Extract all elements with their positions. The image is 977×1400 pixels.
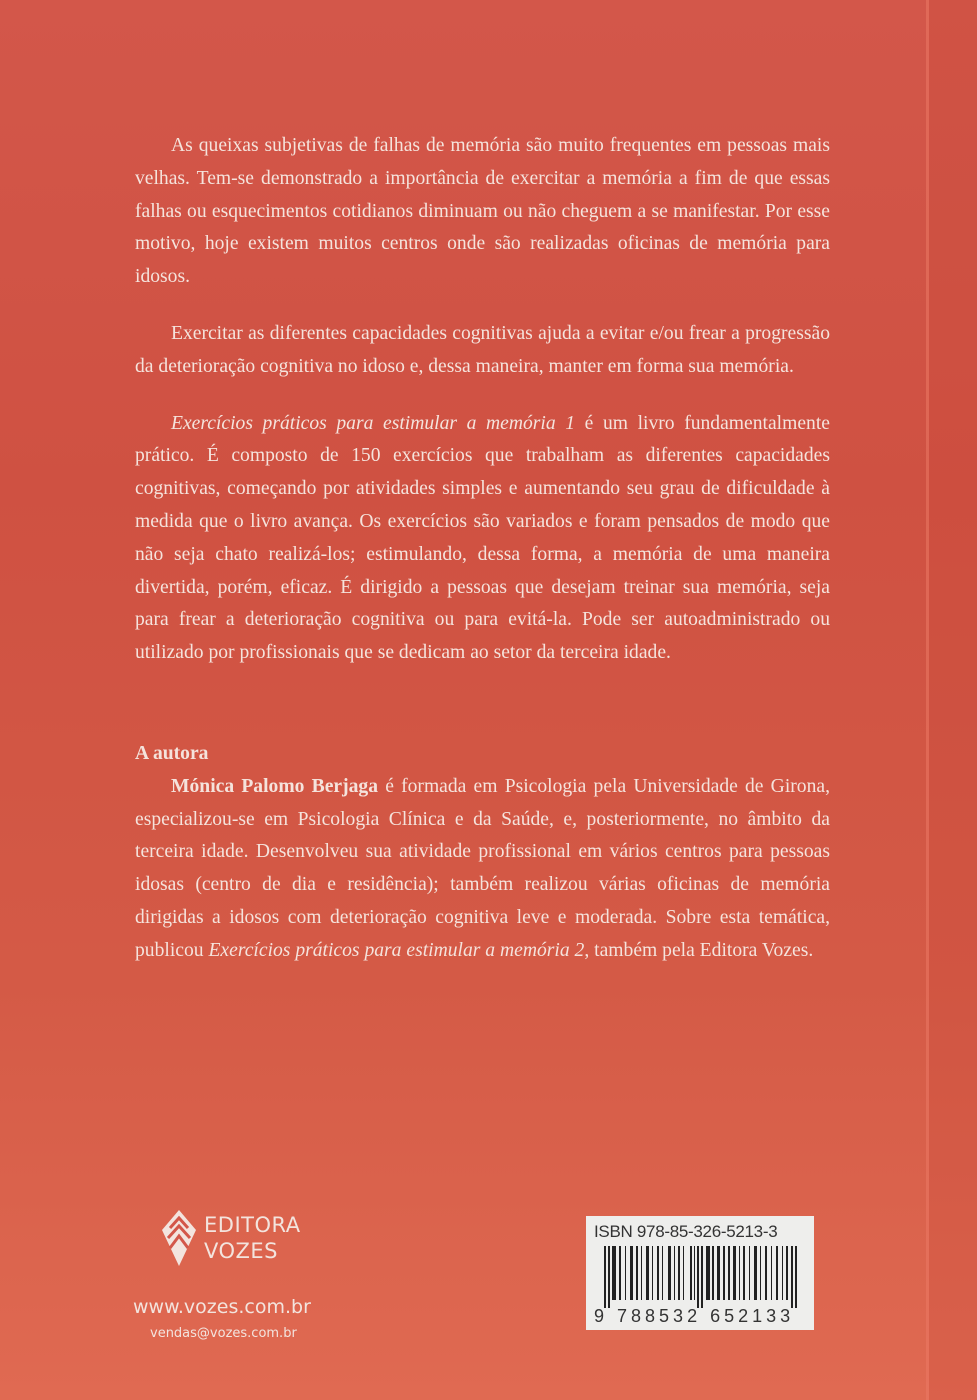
logo-line-2: VOZES <box>204 1239 279 1263</box>
book-title: Exercícios práticos para estimular a memória 1 <box>171 412 576 434</box>
author-bio-text-2: , também pela Editora Vozes. <box>584 939 814 961</box>
back-cover-text <box>135 130 830 968</box>
barcode-digits: 9 788532 652133 <box>594 1306 795 1326</box>
author-name: Mónica Palomo Berjaga <box>171 775 379 797</box>
second-book-title: Exercícios práticos para estimular a memória 2 <box>208 939 585 961</box>
blurb-paragraph-2: Exercitar as diferentes capacidades cognitivas ajuda a evitar e/ou frear a progressão da deterioração cognitiva no idoso e, dessa maneira, manter em forma sua memória. <box>135 322 830 377</box>
spine-fold-line <box>926 0 929 1400</box>
author-heading: A autora <box>135 742 209 764</box>
publisher-website[interactable]: www.vozes.com.br <box>133 1296 311 1318</box>
author-bio <box>135 771 830 968</box>
publisher-logo <box>160 1208 301 1268</box>
blurb-paragraph-1: As queixas subjetivas de falhas de memória são muito frequentes em pessoas mais velhas. Tem-se demonstrado a importância de exercitar a memória a fim de que essas falhas ou esquecimentos cotidianos diminuam ou não cheguem a se manifestar. Por esse motivo, hoje existem muitos centros onde são realizadas oficinas de memória para idosos. <box>135 135 830 288</box>
isbn-label: ISBN 978-85-326-5213-3 <box>594 1222 778 1241</box>
blurb-paragraph-3 <box>135 408 830 670</box>
barcode-bars-icon <box>594 1246 806 1308</box>
logo-line-1: EDITORA <box>204 1213 301 1237</box>
author-bio-text-1: é formada em Psicologia pela Universidade de Girona, especializou-se em Psicologia Clínica e da Saúde, e, posteriormente, no âmbito da terceira idade. Desenvolveu sua atividade profissional em vários centros para pessoas idosas (centro de dia e residência); também realizou várias oficinas de memória dirigidas a idosos com deterioração cognitiva leve e moderada. Sobre esta temática, publicou <box>135 775 830 961</box>
vozes-diamond-icon <box>160 1208 198 1268</box>
blurb-paragraph-3-body: é um livro fundamentalmente prático. É composto de 150 exercícios que trabalham as diferentes capacidades cognitivas, começando por atividades simples e aumentando seu grau de dificuldade à medida que o livro avança. Os exercícios são variados e foram pensados de modo que não seja chato realizá-los; estimulando, dessa forma, a memória de uma maneira divertida, porém, eficaz. É dirigido a pessoas que desejam treinar sua memória, seja para frear a deterioração cognitiva ou para evitá-la. Pode ser autoadministrado ou utilizado por profissionais que se dedicam ao setor da terceira idade. <box>135 412 830 664</box>
spine-shadow <box>929 0 977 1400</box>
isbn-barcode <box>586 1216 814 1330</box>
publisher-email[interactable]: vendas@vozes.com.br <box>150 1326 297 1341</box>
